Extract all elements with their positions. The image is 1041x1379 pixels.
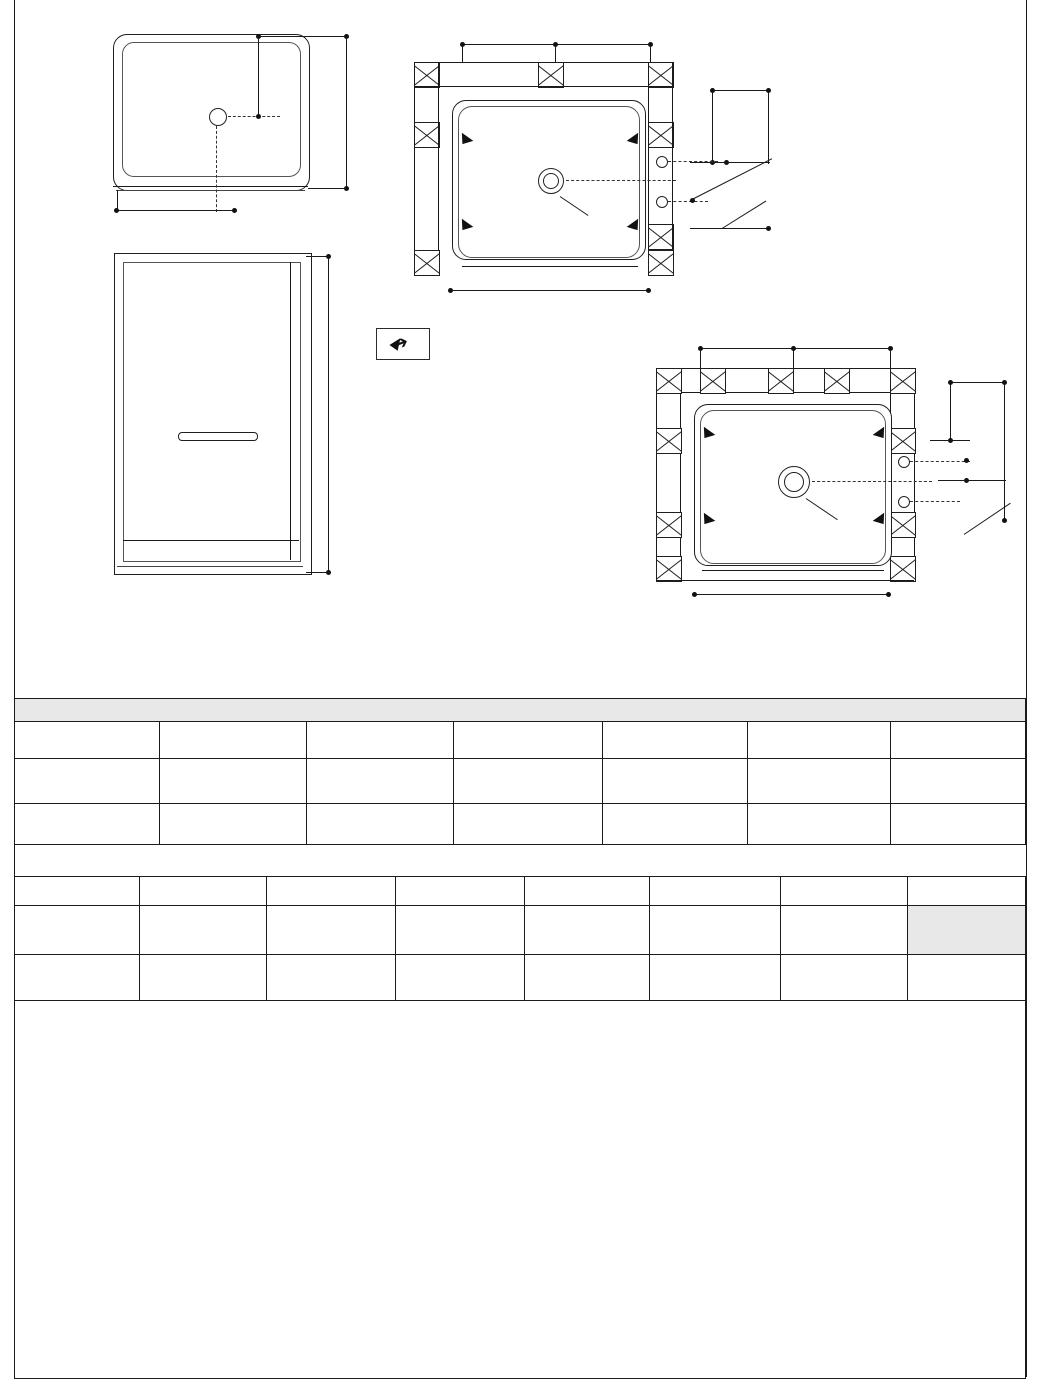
stud-hatch-right-1	[648, 122, 674, 148]
drain-centerline-v	[216, 126, 217, 212]
table-upper-r1c3	[454, 804, 603, 845]
ri2-dimr-low	[938, 480, 1006, 481]
ri1-ext-top-r	[650, 46, 651, 62]
table-lower-r1c3	[396, 955, 525, 1004]
table-lower-r1c4	[525, 955, 650, 1004]
ri1-dim-bottom	[450, 290, 650, 291]
table-lower-col-3	[396, 877, 525, 906]
ri2-stud-top-5	[890, 368, 916, 394]
ri2-dimr-top	[950, 382, 1006, 383]
pan-front-lip-2	[116, 190, 305, 191]
ri1-ext-top-l	[462, 46, 463, 62]
ri1-dim-bot-dot-l	[448, 288, 453, 293]
ri1-wall-right-inner	[648, 62, 649, 274]
ri2-stud-left-3	[656, 556, 682, 582]
table-row	[15, 804, 1026, 845]
ri2-wall-right-outer	[914, 368, 915, 580]
ri2-stud-top-3	[768, 368, 794, 394]
ri2-stud-left-2	[656, 512, 682, 538]
ri1-supply-lead-1	[668, 161, 718, 162]
ri2-dimr-mid	[930, 440, 970, 441]
table-upper-r1c6	[891, 804, 1026, 845]
ri1-supply-lead-2	[668, 201, 708, 202]
ri2-drain-inner	[784, 472, 804, 492]
table-upper-r0c2	[307, 759, 454, 804]
notes-block	[14, 1000, 1026, 1379]
table-lower-col-2	[267, 877, 396, 906]
table-upper-r0c3	[454, 759, 603, 804]
ri1-wall-top-inner	[414, 86, 672, 87]
ri2-supply-circle-2	[898, 496, 910, 508]
ri1-dimr-mid	[690, 162, 770, 163]
table-upper-col-2	[307, 722, 454, 759]
table-upper-r0c5	[748, 759, 891, 804]
table-lower-r0c7-shaded	[908, 906, 1026, 955]
ri2-supply-dot-1	[964, 458, 969, 463]
ri1-pan-front-curve	[462, 266, 638, 267]
table-upper	[14, 698, 1026, 845]
elev-dim-line-right	[328, 256, 329, 574]
table-upper-r0c6	[891, 759, 1026, 804]
pan-front-lip	[113, 186, 308, 187]
table-upper-r1c0	[15, 804, 160, 845]
ri2-stud-top-1	[656, 368, 682, 394]
drain-centerline-h	[228, 116, 280, 117]
ri2-dim-bottom	[694, 594, 890, 595]
table-lower-r0c3	[396, 906, 525, 955]
dim-point-bottom-right	[232, 208, 237, 213]
ri2-stud-top-2	[700, 368, 726, 394]
ri2-dim-top	[700, 348, 892, 349]
ri2-dim-bot-dot-l	[692, 592, 697, 597]
ri2-dimr-vl	[950, 384, 951, 442]
ri2-pan-front-curve	[702, 570, 884, 571]
ri1-supply-circle-2	[656, 196, 668, 208]
table-lower-col-6	[781, 877, 908, 906]
dim-tick-right-mid	[308, 188, 346, 189]
table-upper-col-4	[603, 722, 748, 759]
mouse-cursor-icon: ➔	[390, 331, 412, 355]
ri1-drain-centerline	[566, 180, 676, 181]
table-upper-col-6	[891, 722, 1026, 759]
ri2-stud-left-1	[656, 428, 682, 454]
ri1-dim-bot-dot-r	[646, 288, 651, 293]
table-lower-r0c6	[781, 906, 908, 955]
ri2-stud-right-3	[890, 556, 916, 582]
table-upper-r1c4	[603, 804, 748, 845]
table-row	[15, 955, 1026, 1004]
ri2-supply-lead-2	[910, 501, 960, 502]
table-upper-r0c4	[603, 759, 748, 804]
elev-base-line-2	[117, 566, 303, 567]
table-upper-col-1	[160, 722, 307, 759]
elev-base-line	[123, 540, 299, 541]
table-lower-r1c2	[267, 955, 396, 1004]
table-lower-r0c5	[650, 906, 781, 955]
ri2-wall-left-outer	[656, 368, 657, 580]
table-lower-r1c7	[908, 955, 1026, 1004]
ri2-ext-top-r	[890, 350, 891, 368]
drain-leader-dot	[256, 114, 261, 119]
table-lower-col-0	[15, 877, 140, 906]
ri2-supply-lead-1	[910, 461, 970, 462]
ri1-dimr-vr	[768, 92, 769, 164]
ri2-stud-top-4	[824, 368, 850, 394]
ri1-supply-circle-1	[656, 156, 668, 168]
ri2-supply-circle-1	[898, 456, 910, 468]
stud-hatch-bottom-2	[648, 250, 674, 276]
elev-dim-tick-bottom	[306, 572, 330, 573]
elev-inner-frame	[123, 262, 301, 562]
stud-hatch-left-1	[414, 122, 440, 148]
ri2-stud-right-1	[890, 428, 916, 454]
dim-line-right	[346, 36, 347, 189]
table-lower-column-header-row	[15, 877, 1026, 906]
ri1-dimr-top	[712, 90, 770, 91]
ri1-supply-diag	[690, 158, 772, 201]
ri1-dimr-vl	[712, 92, 713, 164]
table-lower-r1c5	[650, 955, 781, 1004]
table-lower-col-4	[525, 877, 650, 906]
cursor-callout-box	[376, 328, 430, 360]
ri2-wall-bottom	[656, 580, 914, 581]
drain-circle	[209, 108, 227, 126]
table-upper-col-0	[15, 722, 160, 759]
elev-dim-tick-top	[306, 256, 330, 257]
stud-hatch-right-2	[648, 224, 674, 250]
ri2-ext-top-l	[700, 350, 701, 368]
table-lower-col-5	[650, 877, 781, 906]
table-lower-r0c1	[140, 906, 267, 955]
ri2-dimr-vr	[1004, 384, 1005, 522]
dim-line-bottom	[116, 210, 236, 211]
table-upper-r1c1	[160, 804, 307, 845]
ri1-wall-top-outer	[414, 62, 672, 63]
elev-shelf-detail	[178, 432, 258, 441]
table-lower-r1c0	[15, 955, 140, 1004]
ri1-drain-inner	[543, 173, 559, 189]
table-lower-r1c1	[140, 955, 267, 1004]
stud-hatch-top-3	[648, 62, 674, 88]
table-lower-col-7	[908, 877, 1026, 906]
table-upper-r1c5	[748, 804, 891, 845]
table-upper-r1c2	[307, 804, 454, 845]
ri1-wall-right-outer	[672, 62, 673, 274]
ri1-wall-left-inner	[438, 62, 439, 274]
table-row	[15, 906, 1026, 955]
notes-text	[15, 1001, 1025, 1021]
ri1-wall-left-outer	[414, 62, 415, 274]
table-upper-col-5	[748, 722, 891, 759]
ri2-drain-centerline	[812, 481, 932, 482]
ri2-dim-bot-dot-r	[886, 592, 891, 597]
stud-hatch-top-2	[538, 62, 564, 88]
table-row	[15, 759, 1026, 804]
drain-leader-vertical	[258, 36, 259, 118]
dim-ext-bottom-left	[117, 190, 118, 210]
table-lower-r0c4	[525, 906, 650, 955]
table-upper-header-cell	[15, 699, 1026, 722]
table-lower-r1c6	[781, 955, 908, 1004]
table-upper-r0c0	[15, 759, 160, 804]
table-upper-col-3	[454, 722, 603, 759]
stud-hatch-bottom-1	[414, 250, 440, 276]
ri2-wall-left-inner	[680, 368, 681, 580]
ri2-stud-right-2	[890, 512, 916, 538]
ri1-dimr-dot-5	[766, 226, 771, 231]
ri2-dimr-dot-4	[1002, 518, 1007, 523]
table-lower-col-1	[140, 877, 267, 906]
table-upper-column-header-row	[15, 722, 1026, 759]
table-lower-r0c2	[267, 906, 396, 955]
ri1-supply-diag-2	[722, 201, 767, 229]
ri2-ext-top-m	[793, 350, 794, 368]
ri1-dimr-low	[690, 228, 770, 229]
ri1-ext-top-m	[555, 46, 556, 62]
table-lower	[14, 876, 1026, 1004]
table-lower-r0c0	[15, 906, 140, 955]
table-upper-r0c1	[160, 759, 307, 804]
page-border-right	[1026, 0, 1027, 1377]
table-upper-header-band	[15, 699, 1026, 722]
stud-hatch-top-1	[414, 62, 440, 88]
elev-right-panel-edge	[290, 262, 291, 560]
dim-line-top	[258, 36, 348, 37]
